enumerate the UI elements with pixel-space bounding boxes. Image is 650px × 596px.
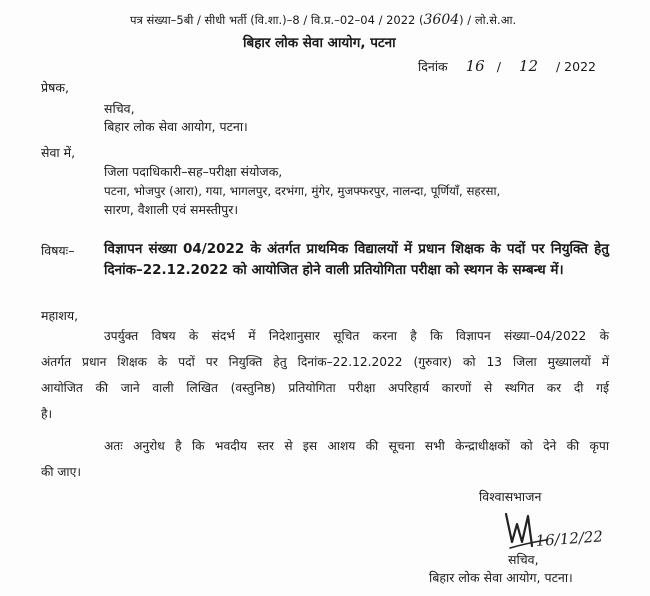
paragraph-1-line: उपर्युक्त विषय के संदर्भ में निदेशानुसार सूचित करना है कि विज्ञापन संख्या–04/2022 के — [104, 329, 609, 343]
recipient-line-3: सारण, वैशाली एवं समस्तीपुर। — [104, 202, 239, 217]
sender-organization: बिहार लोक सेवा आयोग, पटना। — [104, 119, 248, 134]
paragraph-1-line: अंतर्गत प्रधान शिक्षक के पदों पर नियुक्ति हेतु दिनांक–22.12.2022 (गुरुवार) को 13 जिला मुख्यालयों में — [41, 355, 609, 369]
reference-suffix: ) / लो.से.आ. — [459, 13, 517, 27]
recipient-line-2: पटना, भोजपुर (आरा), गया, भागलपुर, दरभंगा, मुंगेर, मुजफ्फरपुर, नालन्दा, पूर्णियाँ, सहरसा, — [104, 184, 501, 198]
closing-designation: सचिव, — [508, 552, 539, 567]
paragraph-2-line: की जाए। — [41, 465, 81, 479]
subject-label: विषयः– — [41, 243, 75, 258]
date-month: 12 — [518, 57, 539, 75]
paragraph-1-line: है। — [41, 407, 53, 421]
date-day: 16 — [465, 57, 485, 75]
date-year: / 2022 — [556, 59, 596, 74]
paragraph-1-line: आयोजित की जाने वाली लिखित (वस्तुनिष्ठ) प्रतियोगिता परीक्षा अपरिहार्य कारणों से स्थगित कर दी गई — [41, 381, 609, 395]
sender-label: प्रेषक, — [41, 80, 69, 95]
date-line: दिनांक 16 / 12 / 2022 — [418, 57, 596, 75]
recipient-label: सेवा में, — [41, 145, 76, 160]
salutation: महाशय, — [41, 308, 79, 323]
closing-organization: बिहार लोक सेवा आयोग, पटना। — [429, 570, 573, 585]
body-paragraph-2 — [41, 433, 609, 485]
complimentary-close: विश्वासभाजन — [479, 489, 542, 504]
organization-heading: बिहार लोक सेवा आयोग, पटना — [243, 35, 396, 51]
reference-number: 3604 — [423, 12, 460, 28]
signature-date: 16/12/22 — [535, 527, 604, 550]
body-paragraph-1 — [41, 323, 609, 427]
subject-text: विज्ञापन संख्या 04/2022 के अंतर्गत प्राथमिक विद्यालयों में प्रधान शिक्षक के पदों पर नियुक्ति हेतु दिनांक–22.12.2022 को आयोजित होने वाली प्रतियोगिता परीक्षा को स्थगन के सम्बन्ध में। — [104, 241, 609, 278]
reference-line — [130, 12, 516, 28]
recipient-line-1: जिला पदाधिकारी–सह–परीक्षा संयोजक, — [104, 164, 283, 179]
reference-prefix: पत्र संख्या–5बी / सीधी भर्ती (वि.शा.)–8 / वि.प्र.–02–04 / 2022 ( — [130, 13, 424, 27]
date-label: दिनांक — [418, 59, 448, 74]
paragraph-2-line: अतः अनुरोध है कि भवदीय स्तर से इस आशय की सूचना सभी केन्द्राधीक्षकों को देने की कृपा — [104, 439, 609, 453]
sender-designation: सचिव, — [104, 101, 135, 116]
